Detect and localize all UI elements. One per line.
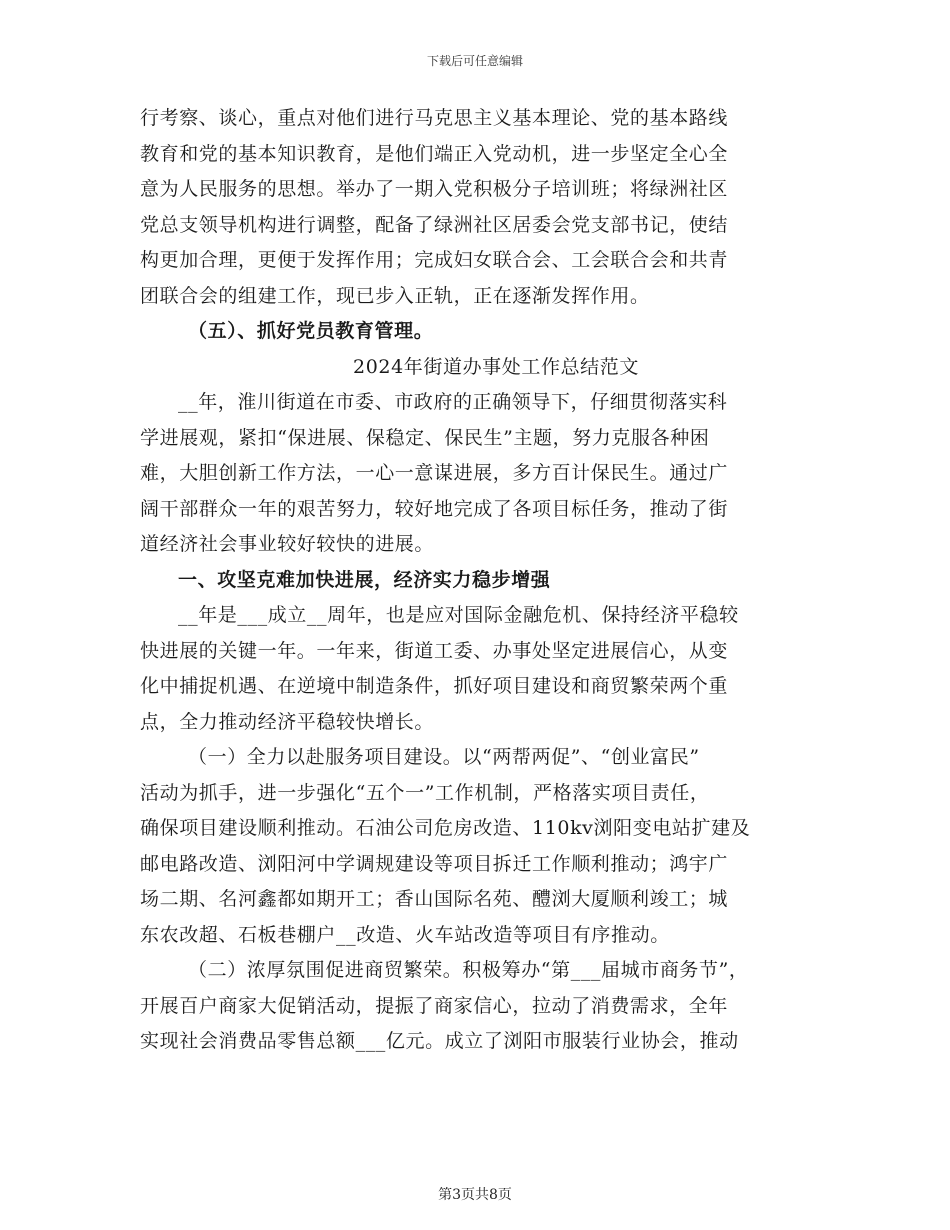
paragraph-line: （二）浓厚氛围促进商贸繁荣。积极筹办“第___届城市商务节”， [188,959,749,981]
document-body [140,101,812,1060]
paragraph-line: 点，全力推动经济平稳较快增长。 [140,710,435,733]
document-title: 2024年街道办事处工作总结范文 [353,355,639,378]
paragraph-line: 难，大胆创新工作方法，一心一意谋进展，多方百计保民生。通过广 [140,462,729,484]
paragraph-line: 确保项目建设顺利推动。石油公司危房改造、110kv浏阳变电站扩建及 [140,817,751,839]
paragraph-line: __年是___成立__周年，也是应对国际金融危机、保持经济平稳较 [178,604,739,626]
paragraph-line: 教育和党的基本知识教育，是他们端正入党动机，进一步坚定全心全 [140,142,729,165]
page-number: 第3页共8页 [438,1187,512,1203]
paragraph-line: 阔干部群众一年的艰苦努力，较好地完成了各项目标任务，推动了街 [140,497,729,520]
paragraph-line: 活动为抓手，进一步强化“五个一”工作机制，严格落实项目责任， [140,781,710,804]
paragraph-line: 构更加合理，更便于发挥作用；完成妇女联合会、工会联合会和共青 [140,249,729,271]
paragraph-line: 邮电路改造、浏阳河中学调规建设等项目拆迁工作顺利推动；鸿宇广 [140,852,729,875]
paragraph-line: 开展百户商家大促销活动，提振了商家信心，拉动了消费需求，全年 [140,994,729,1017]
paragraph-line: 化中捕捉机遇、在逆境中制造条件，抓好项目建设和商贸繁荣两个重 [140,675,729,697]
section-heading: （五）、抓好党员教育管理。 [188,320,434,342]
header-note: 下载后可任意编辑 [426,54,523,68]
paragraph-line: 学进展观，紧扣“保进展、保稳定、保民生”主题，努力克服各种困 [140,426,710,449]
paragraph-line: 场二期、名河鑫都如期开工；香山国际名苑、醴浏大厦顺利竣工；城 [140,888,729,910]
paragraph-line: 道经济社会事业较好较快的进展。 [140,533,435,555]
paragraph-line: 快进展的关键一年。一年来，街道工委、办事处坚定进展信心，从变 [140,639,729,662]
paragraph-line: 东农改超、石板巷棚户__改造、火车站改造等项目有序推动。 [140,923,670,946]
paragraph-line: （一）全力以赴服务项目建设。以“两帮两促”、“创业富民” [188,746,700,768]
paragraph-line: 党总支领导机构进行调整，配备了绿洲社区居委会党支部书记，使结 [140,213,729,236]
section-heading: 一、攻坚克难加快进展，经济实力稳步增强 [178,568,551,591]
paragraph-line: 实现社会消费品零售总额___亿元。成立了浏阳市服装行业协会，推动 [140,1030,739,1052]
paragraph-line: 行考察、谈心，重点对他们进行马克思主义基本理论、党的基本路线 [140,107,729,129]
paragraph-line: 团联合会的组建工作，现已步入正轨，正在逐渐发挥作用。 [140,284,650,307]
paragraph-line: 意为人民服务的思想。举办了一期入党积极分子培训班；将绿洲社区 [140,178,729,200]
paragraph-line: __年，淮川街道在市委、市政府的正确领导下，仔细贯彻落实科 [178,391,728,413]
